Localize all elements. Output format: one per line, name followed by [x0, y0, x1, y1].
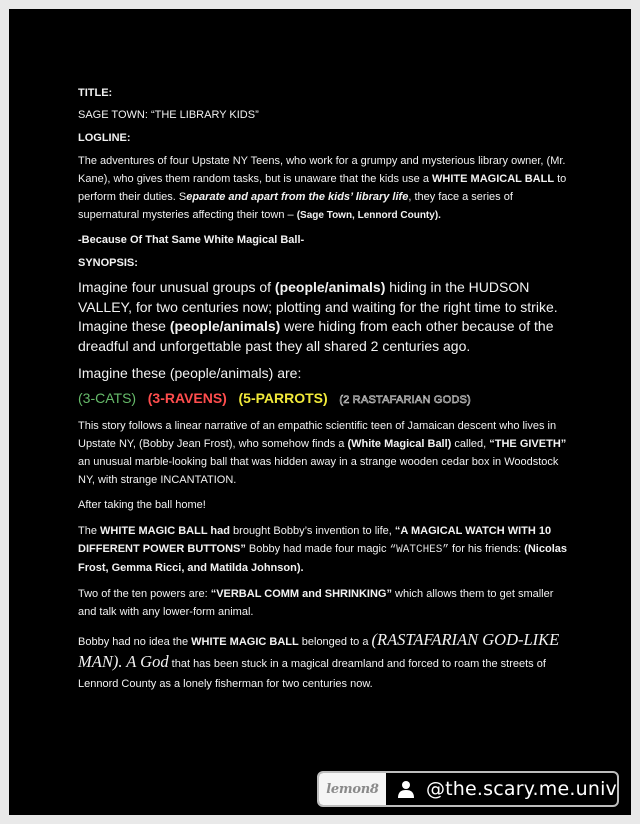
- final-paragraph: Bobby had no idea the WHITE MAGIC BALL belonged to a (RASTAFARIAN GOD-LIKE MAN). A God that has been stuck in a magical dreamland and forced to roam the streets of Lennord County as a lonely fisherman for two centuries now.: [78, 630, 560, 690]
- synopsis-paragraph: Imagine four unusual groups of (people/animals) hiding in the HUDSON VALLEY, for two centuries now; plotting and waiting for the right time to strike. Imagine these (people/animals) were hiding from each other because of the dreadful and unforgettable past they all shared 2 centuries ago.: [78, 279, 558, 354]
- title-value: SAGE TOWN: “THE LIBRARY KIDS”: [78, 109, 259, 121]
- lemon8-watermark: [317, 771, 619, 807]
- watch-paragraph: The WHITE MAGIC BALL had brought Bobby’s invention to life, “A MAGICAL WATCH WITH 10 DIFFERENT POWER BUTTONS” Bobby had made four magic “WATCHES” for his friends: (Nicolas Frost, Gemma Ricci, and Matilda Johnson).: [78, 525, 567, 574]
- lemon8-logo: lemon8: [319, 773, 386, 805]
- watermark-user: [386, 778, 617, 800]
- logline-paragraph: The adventures of four Upstate NY Teens, who work for a grumpy and mysterious library owner, (Mr. Kane), who gives them random tasks, but is unaware that the kids use a WHITE MAGICAL BALL to perform their duties. Separate and apart from the kids’ library life, they face a series of supernatural mysteries affecting their town – (Sage Town, Lennord County).: [78, 155, 567, 221]
- watermark-handle: @the.scary.me.univ: [425, 778, 617, 800]
- powers-paragraph: Two of the ten powers are: “VERBAL COMM and SHRINKING” which allows them to get smaller and talk with any lower-form animal.: [78, 588, 554, 618]
- imagine-line: Imagine these (people/animals) are:: [78, 365, 302, 381]
- synopsis-label: SYNOPSIS:: [78, 257, 138, 269]
- title-label: TITLE:: [78, 87, 113, 99]
- after-line: After taking the ball home!: [78, 499, 206, 511]
- groups-line: [78, 389, 570, 411]
- story-paragraph: This story follows a linear narrative of an empathic scientific teen of Jamaican descent who lives in Upstate NY, (Bobby Jean Frost), who somehow finds a (White Magical Ball) called, “THE GIVETH” an unusual marble-looking ball that was hidden away in a strange wooden cedar box in Woodstock NY, with strange INCANTATION.: [78, 420, 567, 486]
- group-parrots: (5-PARROTS): [238, 389, 328, 406]
- group-ravens: (3-RAVENS): [147, 389, 227, 406]
- document-body: [78, 79, 570, 694]
- group-gods: (2 RASTAFARIAN GODS): [339, 393, 471, 406]
- group-cats: (3-CATS): [78, 389, 137, 406]
- document-page: [9, 9, 631, 815]
- tagline: -Because Of That Same White Magical Ball-: [78, 234, 305, 246]
- logline-label: LOGLINE:: [78, 132, 131, 144]
- user-icon: [398, 780, 414, 798]
